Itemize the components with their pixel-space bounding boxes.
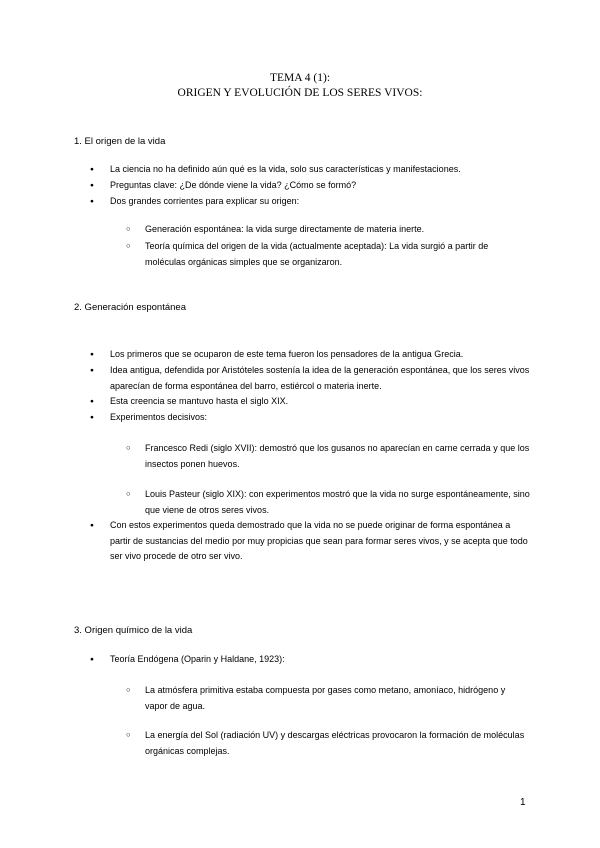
bullet-item: ● Experimentos decisivos:: [110, 410, 530, 426]
bullet-item: ● Los primeros que se ocuparon de este tema fueron los pensadores de la antigua Grecia.: [110, 347, 530, 363]
bullet-item: ● Teoría Endógena (Oparin y Haldane, 1923):: [110, 652, 530, 668]
section-heading-2: 2. Generación espontánea: [74, 302, 186, 313]
bullet-item: ● Idea antigua, defendida por Aristóteles sostenía la idea de la generación espontánea, que los seres vivos aparecían de forma espontánea del barro, estiércol o materia inerte.: [110, 363, 530, 394]
sub-bullet-item: ○ La atmósfera primitiva estaba compuesta por gases como metano, amoníaco, hidrógeno y vapor de agua.: [145, 682, 530, 714]
section-heading-3: 3. Origen químico de la vida: [74, 625, 193, 636]
page-number: 1: [520, 797, 526, 808]
title-line-2: ORIGEN Y EVOLUCIÓN DE LOS SERES VIVOS:: [177, 87, 423, 99]
section-heading-1: 1. El origen de la vida: [74, 136, 166, 147]
bullet-item: ● Esta creencia se mantuvo hasta el siglo XIX.: [110, 394, 530, 410]
bullet-item: ● Dos grandes corrientes para explicar su origen:: [110, 194, 530, 210]
sub-bullet-item: ○ Teoría química del origen de la vida (actualmente aceptada): La vida surgió a partir de moléculas orgánicas simples que se organizaron.: [145, 238, 530, 270]
bullet-item: ● Con estos experimentos queda demostrado que la vida no se puede originar de forma espontánea a partir de sustancias del medio por muy propicias que sean para formar seres vivos, y se acepta que todo ser vivo procede de otro ser vivo.: [110, 518, 530, 565]
sub-bullet-item: ○ La energía del Sol (radiación UV) y descargas eléctricas provocaron la formación de moléculas orgánicas complejas.: [145, 727, 530, 759]
bullet-item: ● Preguntas clave: ¿De dónde viene la vida? ¿Cómo se formó?: [110, 178, 530, 194]
sub-bullet-item: ○ Generación espontánea: la vida surge directamente de materia inerte.: [145, 221, 530, 237]
sub-bullet-item: ○ Louis Pasteur (siglo XIX): con experimentos mostró que la vida no surge espontáneamente, sino que viene de otros seres vivos.: [145, 486, 530, 518]
bullet-item: ● La ciencia no ha definido aún qué es la vida, solo sus características y manifestaciones.: [110, 162, 530, 178]
document-title: [0, 71, 600, 101]
sub-bullet-item: ○ Francesco Redi (siglo XVII): demostró que los gusanos no aparecían en carne cerrada y que los insectos ponen huevos.: [145, 440, 530, 472]
title-line-1: TEMA 4 (1):: [269, 72, 331, 84]
